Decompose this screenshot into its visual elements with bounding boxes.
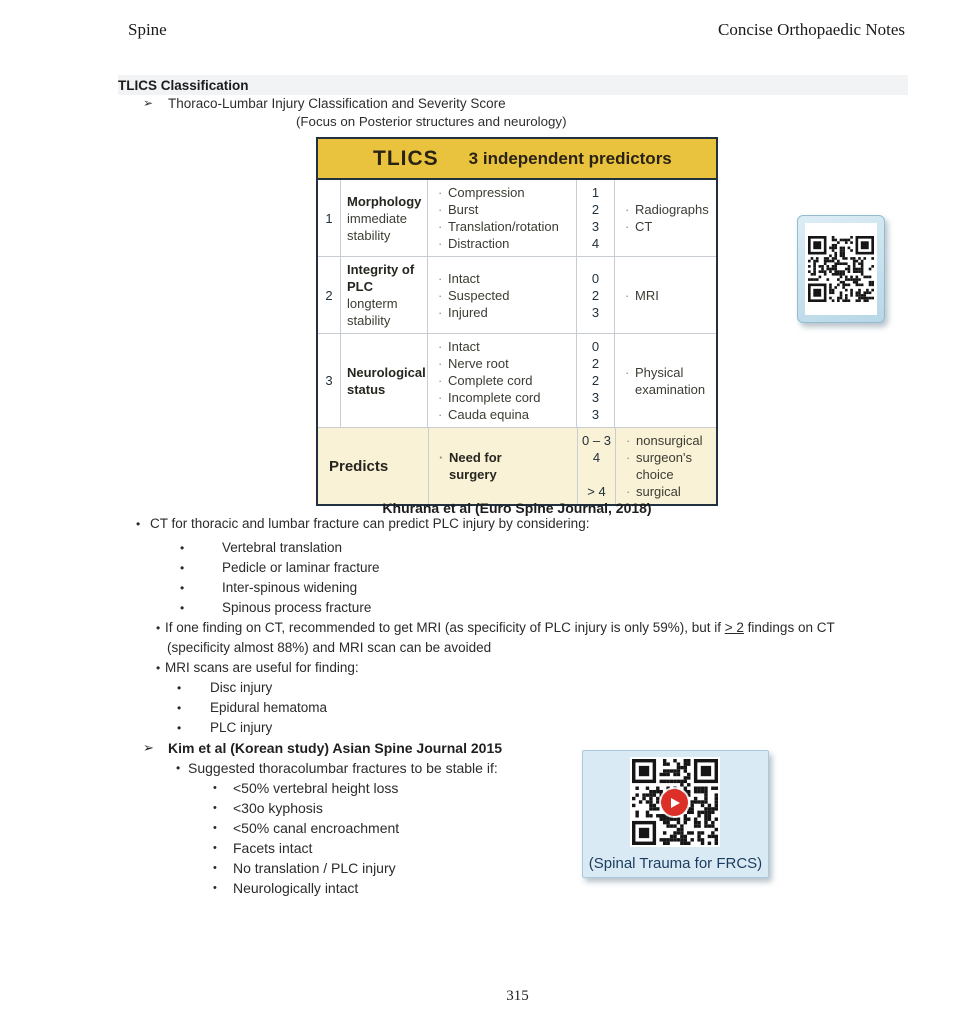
running-header-right: Concise Orthopaedic Notes xyxy=(718,20,905,39)
table-row-neurology xyxy=(318,334,716,428)
row-number: 1 xyxy=(318,180,341,256)
row-items: · Intact · Suspected · Injured xyxy=(428,257,577,333)
qr-box-imaging xyxy=(797,215,885,323)
predicts-outcomes: · nonsurgical · surgeon's choice · surgical xyxy=(616,428,716,504)
row-items: · Compression · Burst · Translation/rotation · Distraction xyxy=(428,180,577,256)
row-points: 0 2 3 xyxy=(577,257,615,333)
row-category xyxy=(341,257,428,333)
qr-code-icon xyxy=(808,236,874,302)
category-rest: longterm stability xyxy=(347,296,398,328)
row-modality: · Physical examination xyxy=(615,334,716,427)
mri-useful-line: • MRI scans are useful for finding: xyxy=(136,658,950,678)
mri-findings-list: • Disc injury • Epidural hematoma • PLC injury xyxy=(136,678,950,738)
row-category xyxy=(341,180,428,256)
focus-note: (Focus on Posterior structures and neurology) xyxy=(296,114,567,129)
table-row-morphology xyxy=(318,180,716,257)
kim-criteria-list: • <50% vertebral height loss • <30o kyphosis • <50% canal encroachment • Facets intact • No translation / PLC injury • Neurologically intact xyxy=(136,778,950,898)
kim-line: • Suggested thoracolumbar fractures to be stable if: xyxy=(136,758,950,778)
play-triangle xyxy=(671,798,680,808)
table-title: TLICS xyxy=(373,146,439,170)
predicts-item: · Need for surgery xyxy=(429,428,578,504)
youtube-play-icon xyxy=(661,789,688,816)
kim-heading: ➢ Kim et al (Korean study) Asian Spine Journal 2015 xyxy=(136,738,950,758)
mri-recommendation-line2: (specificity almost 88%) and MRI scan can be avoided xyxy=(167,640,492,655)
category-bold: Integrity of PLC xyxy=(347,262,415,294)
table-subtitle: 3 independent predictors xyxy=(468,148,672,168)
row-points: 0 2 2 3 3 xyxy=(577,334,615,427)
predicts-points: 0 – 3 4 > 4 xyxy=(578,428,616,504)
section-heading-band xyxy=(118,75,908,95)
row-points: 1 2 3 4 xyxy=(577,180,615,256)
table-citation: Khurana et al (Euro Spine Journal, 2018) xyxy=(382,500,652,516)
category-bold: Morphology xyxy=(347,193,422,209)
row-modality: · MRI xyxy=(615,257,716,333)
table-header xyxy=(318,139,716,180)
qr-video-caption: (Spinal Trauma for FRCS) xyxy=(588,855,763,872)
row-number: 3 xyxy=(318,334,341,427)
table-row-plc xyxy=(318,257,716,334)
row-items: · Intact · Nerve root · Complete cord · Incomplete cord · Cauda equina xyxy=(428,334,577,427)
mri-recommendation-line: • If one finding on CT, recommended to get MRI (as specificity of PLC injury is only 59%), but if > 2 findings on CT xyxy=(136,618,950,638)
intro-text: Thoraco-Lumbar Injury Classification and Severity Score xyxy=(168,96,506,111)
category-rest: immediate stability xyxy=(347,210,407,243)
row-modality: · Radiographs · CT xyxy=(615,180,716,256)
ct-findings-list: • Vertebral translation • Pedicle or laminar fracture • Inter-spinous widening • Spinous process fracture xyxy=(136,538,950,618)
category-bold: Neurological status xyxy=(347,364,426,397)
section-heading: TLICS Classification xyxy=(118,77,249,93)
row-category xyxy=(341,334,428,427)
underlined-threshold: > 2 xyxy=(724,620,744,635)
predicts-label: Predicts xyxy=(318,428,429,504)
qr-box-video xyxy=(582,750,769,878)
qr-panel xyxy=(805,223,877,315)
arrow-marker-icon: ➢ xyxy=(143,96,154,110)
row-number: 2 xyxy=(318,257,341,333)
page-number: 315 xyxy=(506,988,529,1004)
table-row-predicts xyxy=(318,428,716,504)
notes-content xyxy=(136,514,950,898)
running-header-left: Spine xyxy=(128,20,167,39)
tlics-table xyxy=(316,137,718,506)
ct-predict-line: • CT for thoracic and lumbar fracture can predict PLC injury by considering: xyxy=(136,514,950,534)
intro-line xyxy=(143,96,506,111)
